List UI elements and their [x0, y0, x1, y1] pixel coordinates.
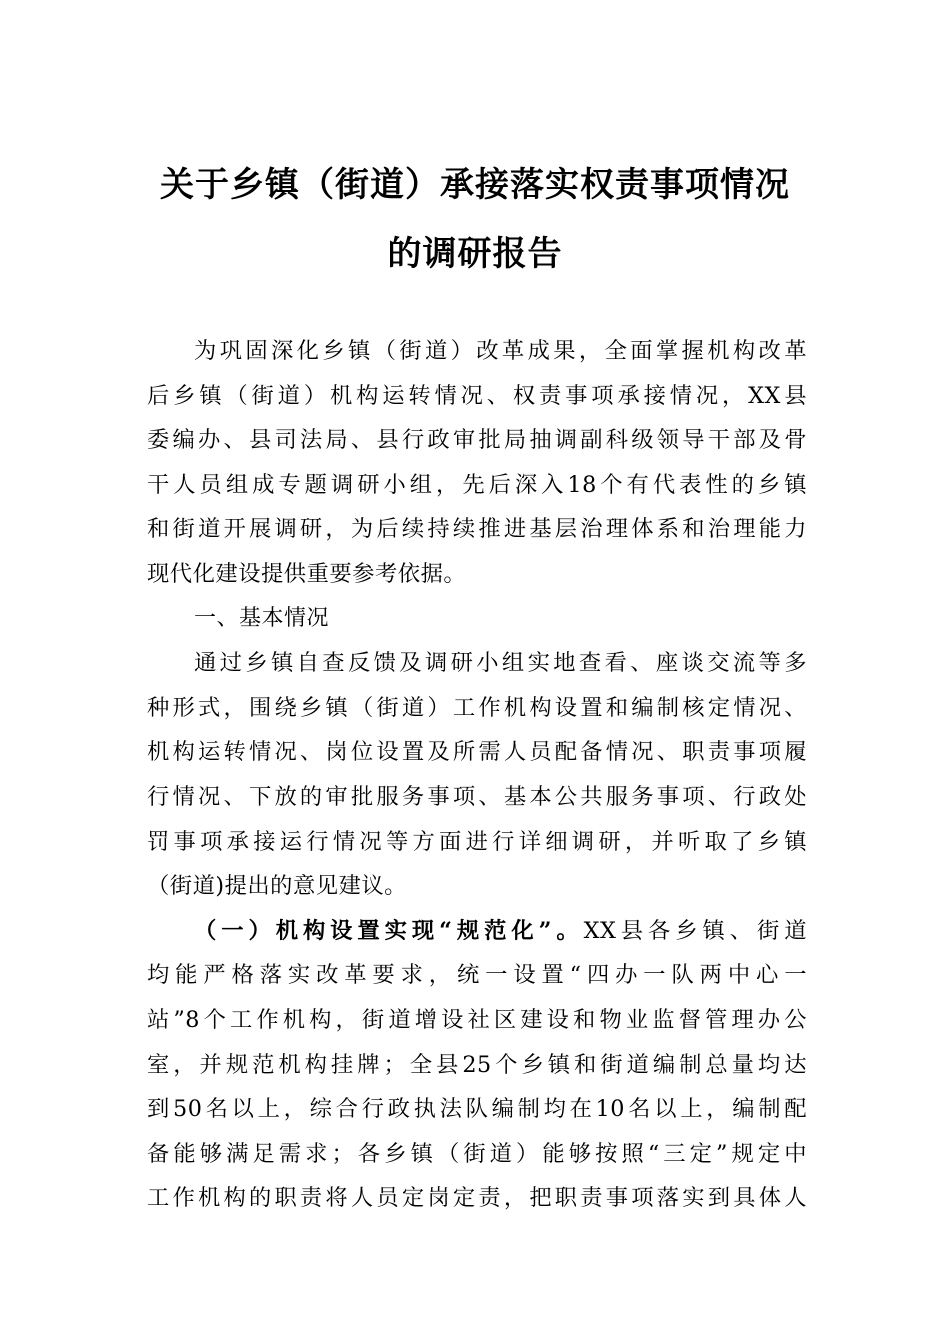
subsection1-line: 到50名以上，综合行政执法队编制均在10名以上，编制配 [147, 1096, 807, 1123]
section1-paragraph-line: 通过乡镇自查反馈及调研小组实地查看、座谈交流等多 [194, 650, 807, 677]
subsection1-line: 工作机构的职责将人员定岗定责，把职责事项落实到具体人 [147, 1185, 807, 1212]
section1-paragraph-line: 机构运转情况、岗位设置及所需人员配备情况、职责事项履 [147, 739, 807, 766]
document-title-line-2: 的调研报告 [387, 234, 563, 274]
section-heading-basic-situation: 一、基本情况 [194, 605, 330, 631]
document-body [147, 329, 807, 1221]
section1-paragraph-line: 种形式，围绕乡镇（街道）工作机构设置和编制核定情况、 [147, 694, 807, 721]
section1-paragraph-line: 罚事项承接运行情况等方面进行详细调研，并听取了乡镇 [147, 828, 807, 855]
section1-paragraph-line: （街道)提出的意见建议。 [147, 873, 407, 900]
subsection1-first-line [147, 909, 807, 954]
section1-paragraph-line: 行情况、下放的审批服务事项、基本公共服务事项、行政处 [147, 783, 807, 810]
subsection1-line: 站”8个工作机构，街道增设社区建设和物业监督管理办公 [147, 1006, 807, 1033]
subsection1-line: 室，并规范机构挂牌；全县25个乡镇和街道编制总量均达 [147, 1051, 807, 1078]
intro-paragraph-line: 委编办、县司法局、县行政审批局抽调副科级领导干部及骨 [147, 427, 807, 454]
intro-paragraph-line: 为巩固深化乡镇（街道）改革成果，全面掌握机构改革 [194, 338, 807, 364]
intro-paragraph-line: 干人员组成专题调研小组，先后深入18个有代表性的乡镇 [147, 471, 807, 498]
intro-paragraph-line: 后乡镇（街道）机构运转情况、权责事项承接情况，XX县 [147, 382, 807, 409]
intro-paragraph-line: 和街道开展调研，为后续持续推进基层治理体系和治理能力 [147, 516, 807, 543]
subsection1-line: 均能严格落实改革要求，统一设置“四办一队两中心一 [147, 962, 807, 989]
subsection1-line: 备能够满足需求；各乡镇（街道）能够按照“三定”规定中 [147, 1140, 807, 1167]
intro-paragraph-line: 现代化建设提供重要参考依据。 [147, 560, 467, 587]
document-title-line-1: 关于乡镇（街道）承接落实权责事项情况 [160, 165, 790, 205]
subsection1-line-text: XX县各乡镇、街道 [583, 917, 807, 944]
subsection-heading-organization: （一）机构设置实现“规范化”。 [194, 917, 584, 944]
